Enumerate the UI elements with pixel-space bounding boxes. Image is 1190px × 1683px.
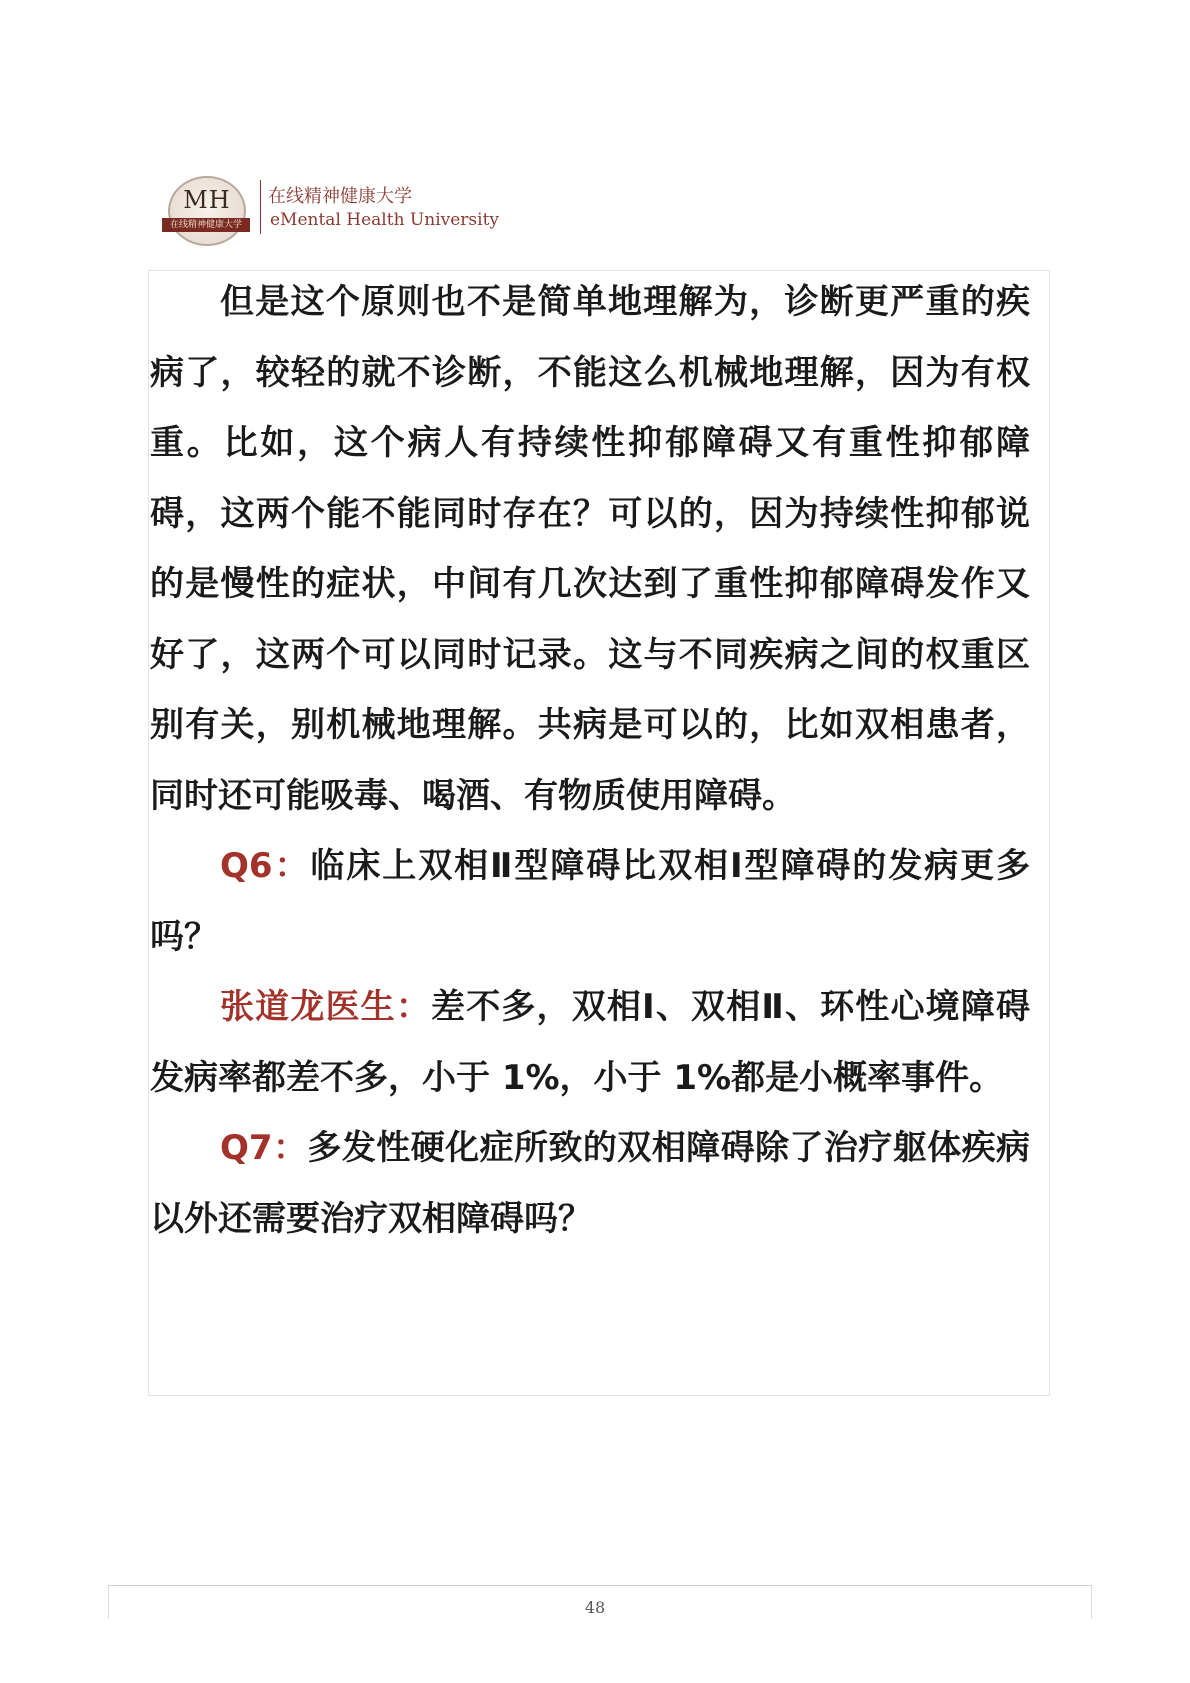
footer-rule [108, 1585, 1092, 1586]
page-number: 48 [584, 1598, 606, 1617]
org-name-en: eMental Health University [270, 210, 500, 230]
header-divider [260, 180, 261, 234]
question-q6 [150, 831, 1030, 972]
answer-q6 [150, 972, 1030, 1113]
mh-logo [168, 176, 246, 246]
transcript-body [150, 267, 1030, 1254]
q6-text: 临床上双相Ⅱ型障碍比双相Ⅰ型障碍的发病更多吗？ [150, 846, 1031, 957]
speaker-label: 张道龙医生： [220, 987, 432, 1027]
question-q7 [150, 1113, 1030, 1254]
org-name-cn: 在线精神健康大学 [268, 186, 412, 207]
q6-label: Q6： [220, 846, 311, 886]
document-header [168, 172, 528, 250]
q7-text: 多发性硬化症所致的双相障碍除了治疗躯体疾病以外还需要治疗双相障碍吗？ [150, 1128, 1030, 1239]
answer-q6-text: 差不多，双相Ⅰ、双相Ⅱ、环性心境障碍发病率都差不多，小于 1%，小于 1%都是小概率事件。 [150, 987, 1030, 1098]
logo-band-text: 在线精神健康大学 [162, 218, 250, 232]
q7-label: Q7： [220, 1128, 308, 1168]
paragraph-principle: 但是这个原则也不是简单地理解为，诊断更严重的疾病了，较轻的就不诊断，不能这么机械地理解，因为有权重。比如，这个病人有持续性抑郁障碍又有重性抑郁障碍，这两个能不能同时存在？可以的，因为持续性抑郁说的是慢性的症状，中间有几次达到了重性抑郁障碍发作又好了，这两个可以同时记录。这与不同疾病之间的权重区别有关，别机械地理解。共病是可以的，比如双相患者，同时还可能吸毒、喝酒、有物质使用障碍。 [150, 282, 1030, 816]
logo-mh-text: MH [183, 186, 231, 214]
